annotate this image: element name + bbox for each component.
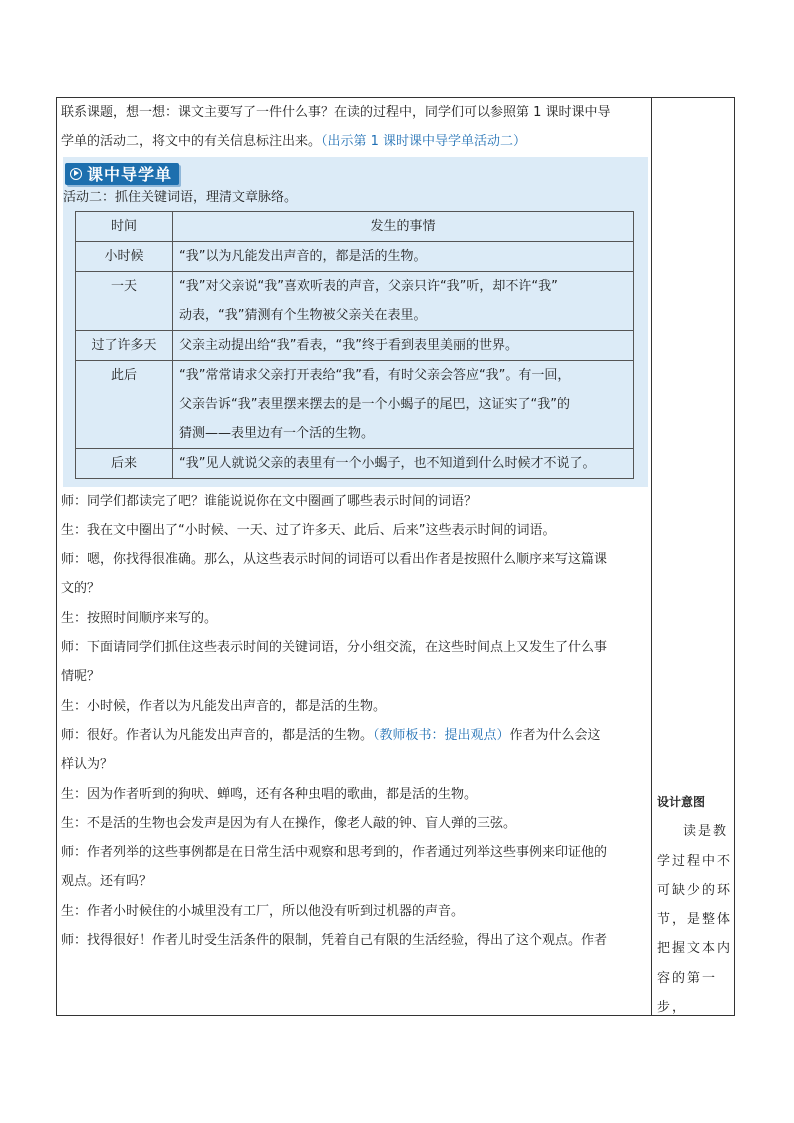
timeline-table (75, 211, 634, 479)
event-line: 动表，“我”猜测有个生物被父亲关在表里。 (179, 307, 427, 323)
event-line: “我”见人就说父亲的表里有一个小蝎子，也不知道到什么时候才不说了。 (179, 455, 596, 471)
intro-line-2-text: 学单的活动二，将文中的有关信息标注出来。 (61, 134, 322, 150)
dialogue-line: 观点。还有吗？ (61, 874, 153, 890)
dialogue-line: 师：同学们都读完了吧？谁能说说你在文中圈画了哪些表示时间的词语？ (61, 493, 478, 509)
dialogue-line: 生：按照时间顺序来写的。 (61, 610, 218, 626)
guide-section (63, 157, 648, 487)
dialogue-line: 情呢？ (61, 669, 101, 685)
dialogue-text: 师：很好。作者认为凡能发出声音的，都是活的生物。 (61, 727, 374, 743)
dialogue-line: 生：因为作者听到的狗吠、蝉鸣，还有各种虫唱的歌曲，都是活的生物。 (61, 786, 478, 802)
table-cell-event (173, 241, 634, 271)
column-divider (651, 98, 652, 1015)
dialogue-line: 文的？ (61, 581, 101, 597)
table-row (76, 448, 634, 478)
dialogue-line: 样认为？ (61, 757, 114, 773)
dialogue-line: 师：下面请同学们抓住这些表示时间的关键词语，分小组交流，在这些时间点上又发生了什么事 (61, 640, 608, 656)
board-note: （教师板书：提出观点） (373, 727, 510, 743)
dialogue-line: 生：不是活的生物也会发声是因为有人在操作，像老人敲的钟、盲人弹的三弦。 (61, 815, 517, 831)
event-line: 猜测——表里边有一个活的生物。 (179, 425, 375, 441)
intro-line-2-note: （出示第 1 课时课中导学单活动二） (321, 134, 527, 150)
dialogue-text-after: 作者为什么会这 (509, 727, 601, 743)
dialogue-line: 生：作者小时候住的小城里没有工厂，所以他没有听到过机器的声音。 (61, 903, 465, 919)
table-header-row (76, 211, 634, 241)
table-cell-event (173, 271, 634, 330)
table-row (76, 330, 634, 360)
table-cell-event (173, 360, 634, 448)
table-row (76, 271, 634, 330)
dialogue-line: 生：小时候，作者以为凡能发出声音的，都是活的生物。 (61, 698, 387, 714)
lesson-plan-frame (56, 97, 735, 1016)
main-column (61, 98, 649, 955)
table-row (76, 241, 634, 271)
play-circle-icon (70, 168, 82, 180)
event-line: “我”以为凡能发出声音的，都是活的生物。 (179, 248, 427, 264)
dialogue-line: 师：嗯，你找得很准确。那么，从这些表示时间的词语可以看出作者是按照什么顺序来写这篇课 (61, 552, 608, 568)
event-line: “我”常常请求父亲打开表给“我”看，有时父亲会答应“我”。有一回， (179, 367, 571, 383)
dialogue-line: 师：找得很好！作者儿时受生活条件的限制，凭着自己有限的生活经验，得出了这个观点。作者 (61, 933, 608, 949)
table-cell-time: 一天 (76, 271, 173, 330)
design-intent-body: 读是教学过程中不可缺少的环节，是整体把握文本内容的第一步， (657, 824, 733, 1016)
table-cell-event (173, 330, 634, 360)
activity-title: 活动二：抓住关键词语，理清文章脉络。 (63, 189, 298, 205)
table-cell-event (173, 448, 634, 478)
event-line: 父亲告诉“我”表里摆来摆去的是一个小蝎子的尾巴，这证实了“我”的 (179, 396, 570, 412)
dialogue-line: 生：我在文中圈出了“小时候、一天、过了许多天、此后、后来”这些表示时间的词语。 (61, 522, 556, 538)
intro-line-1: 联系课题，想一想：课文主要写了一件什么事？在读的过程中，同学们可以参照第 1 课时课中导 (61, 105, 611, 120)
dialogue-line: 师：作者列举的这些事例都是在日常生活中观察和思考到的，作者通过列举这些事例来印证他的 (61, 845, 608, 861)
guide-banner-title: 课中导学单 (87, 165, 173, 185)
design-intent-column (657, 788, 733, 1022)
intro-line-2 (61, 127, 649, 156)
design-intent-title: 设计意图 (657, 795, 706, 809)
table-header-event: 发生的事情 (173, 211, 634, 241)
table-cell-time: 此后 (76, 360, 173, 448)
table-row (76, 360, 634, 448)
table-cell-time: 后来 (76, 448, 173, 478)
table-cell-time: 小时候 (76, 241, 173, 271)
guide-banner (65, 163, 179, 185)
event-line: “我”对父亲说“我”喜欢听表的声音，父亲只许“我”听，却不许“我” (179, 278, 558, 294)
table-cell-time: 过了许多天 (76, 330, 173, 360)
event-line: 父亲主动提出给“我”看表，“我”终于看到表里美丽的世界。 (179, 337, 518, 353)
dialogue-line (61, 721, 649, 750)
table-header-time: 时间 (76, 211, 173, 241)
